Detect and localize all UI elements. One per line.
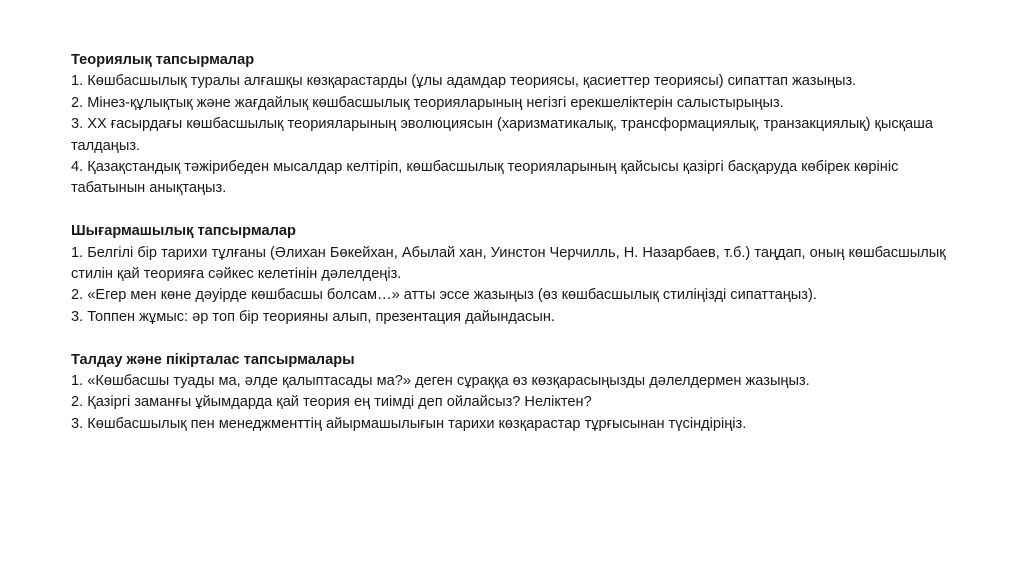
slide-content: [71, 50, 971, 457]
section-theoretical-tasks: [71, 50, 971, 200]
section-title: Теориялық тапсырмалар: [71, 52, 255, 68]
list-item: 3. Көшбасшылық пен менеджменттің айырмашылығын тарихи көзқарастар тұрғысынан түсіндіріңіз.: [71, 415, 747, 432]
list-item: 2. «Егер мен көне дәуірде көшбасшы болсам…» атты эссе жазыңыз (өз көшбасшылық стиліңізді сипаттаңыз).: [71, 287, 817, 304]
list-item: 4. Қазақстандық тәжірибеден мысалдар келтіріп, көшбасшылық теорияларының қайсысы қазіргі басқаруда көбірек көрініс табатынын анықтаңыз.: [71, 159, 899, 197]
list-item: 1. Көшбасшылық туралы алғашқы көзқарастарды (ұлы адамдар теориясы, қасиеттер теориясы) сипаттап жазыңыз.: [71, 73, 857, 90]
section-title: Талдау және пікірталас тапсырмалары: [71, 351, 355, 368]
list-item: 2. Мінез-құлықтық және жағдайлық көшбасшылық теорияларының негізгі ерекшеліктерін салыстырыңыз.: [71, 94, 784, 111]
section-creative-tasks: [71, 221, 971, 328]
section-title: Шығармашылық тапсырмалар: [71, 223, 296, 240]
list-item: 3. XX ғасырдағы көшбасшылық теорияларының эволюциясын (харизматикалық, трансформациялық, транзакциялық) қысқаша талдаңыз.: [71, 116, 933, 154]
list-item: 2. Қазіргі заманғы ұйымдарда қай теория ең тиімді деп ойлайсыз? Неліктен?: [71, 394, 592, 411]
section-analysis-discussion-tasks: [71, 350, 971, 436]
list-item: 1. Белгілі бір тарихи тұлғаны (Әлихан Бөкейхан, Абылай хан, Уинстон Черчилль, Н. Назарбаев, т.б.) таңдап, оның көшбасшылық стилін қай теорияға сәйкес келетінін дәлелдеңіз.: [71, 244, 946, 283]
list-item: 1. «Көшбасшы туады ма, әлде қалыптасады ма?» деген сұраққа өз көзқарасыңызды дәлелдермен жазыңыз.: [71, 373, 810, 390]
list-item: 3. Топпен жұмыс: әр топ бір теорияны алып, презентация дайындасын.: [71, 308, 555, 325]
